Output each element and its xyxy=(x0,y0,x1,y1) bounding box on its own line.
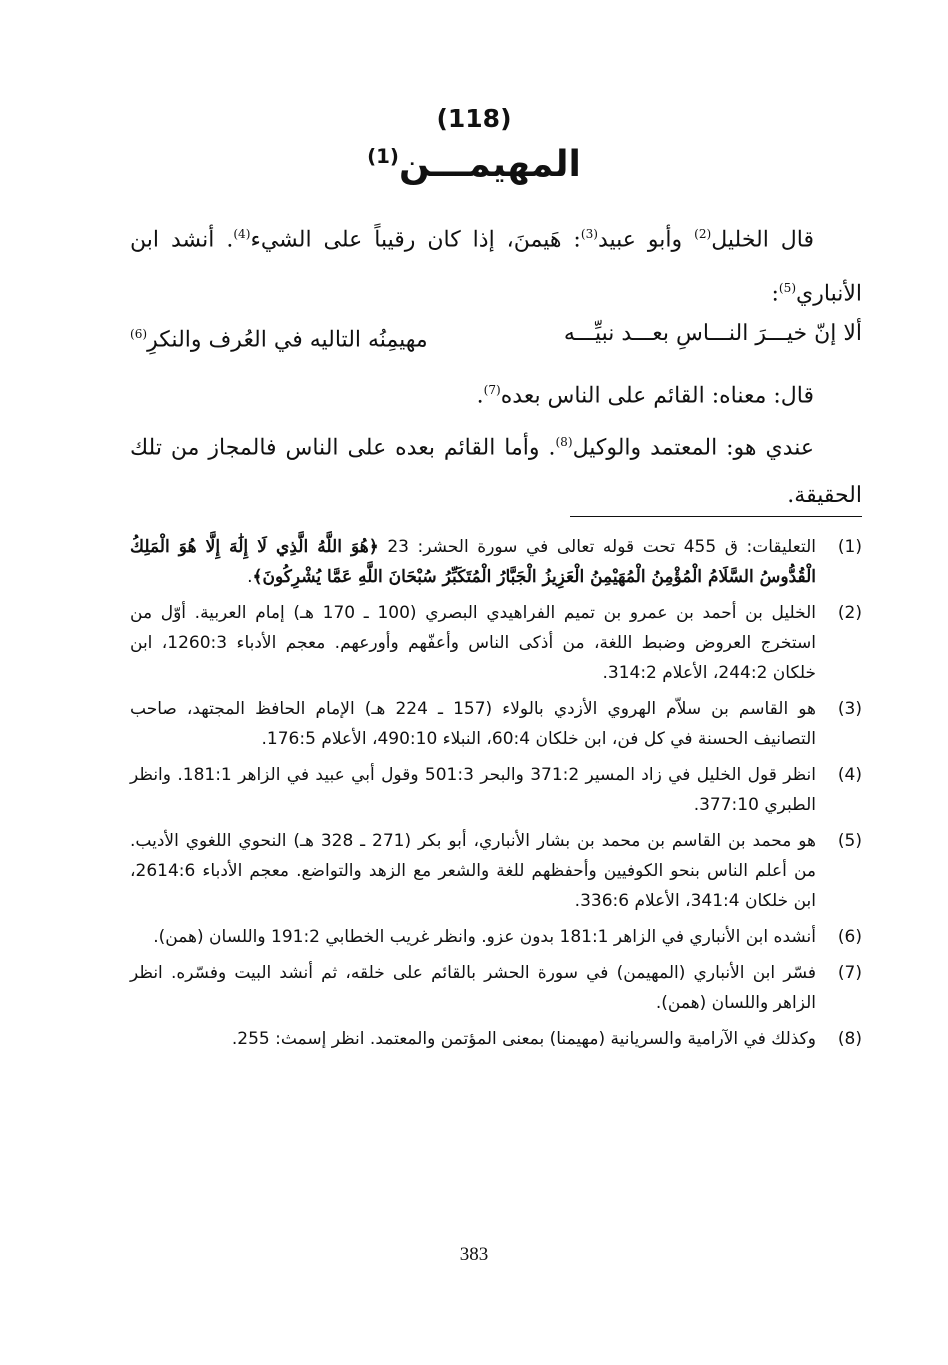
paragraph-text: . وأما القائم بعده على الناس فالمجاز من تلك الحقيقة. xyxy=(130,435,862,509)
paragraph-text: : هَيمنَ، إذا كان رقيباً على الشيء xyxy=(250,227,581,253)
footnote-text: فسّر ابن الأنباري (المهيمن) في سورة الحشر بالقائم على خلقه، ثم أنشد البيت وفسّره. انظر الزاهر واللسان (همن). xyxy=(130,963,816,1013)
verse-second-hemistich xyxy=(130,314,428,360)
footnote-item xyxy=(130,922,862,952)
footnote-item xyxy=(130,958,862,1018)
footnote-text: انظر قول الخليل في زاد المسير 371:2 والبحر 501:3 وقول أبي عبيد في الزاهر 181:1. وانظر الطبري 377:10. xyxy=(130,765,817,815)
paragraph-text: : xyxy=(771,281,779,307)
footnote-number: (7) xyxy=(837,963,862,983)
footnote-item xyxy=(130,826,862,916)
footnote-text: أنشده ابن الأنباري في الزاهر 181:1 بدون عزو. وانظر غريب الخطابي 191:2 واللسان (همن). xyxy=(153,927,816,947)
footnote-text: هو محمد بن القاسم بن محمد بن بشار الأنباري، أبو بكر (271 ـ 328 هـ) النحوي اللغوي الأديب. من أعلم الناس بنحو الكوفيين وأحفظهم للغة والشعر مع الزهد والتواضع. معجم الأدباء 2614:6، ابن خلكان 341:4، الأعلام 336:6. xyxy=(130,831,816,911)
paragraph-text: . أنشد ابن الأنباري xyxy=(130,227,862,307)
paragraph-text: قال: معناه: القائم على الناس بعده xyxy=(500,383,814,409)
footnote-item xyxy=(130,760,862,820)
verse-first-hemistich: ألا إنّ خيـــرَ النـــاسِ بعـــد نبيِّـــه xyxy=(563,321,862,346)
footnote-marker: (8) xyxy=(555,435,573,449)
footnote-number: (5) xyxy=(837,831,862,851)
paragraph-meaning xyxy=(130,366,862,420)
footnote-item xyxy=(130,1024,862,1054)
footnote-text: التعليقات: ق 455 تحت قوله تعالى في سورة الحشر: 23 xyxy=(387,537,817,557)
paragraph-text: وأبو عبيد xyxy=(597,227,695,253)
title-footnote-marker: (1) xyxy=(367,145,399,168)
footnote-number: (6) xyxy=(837,927,862,947)
poetry-verse xyxy=(130,314,862,360)
paragraph-definition xyxy=(130,210,862,319)
footnote-text: الخليل بن أحمد بن عمرو بن تميم الفراهيدي البصري (100 ـ 170 هـ) إمام العربية. أوّل من استخرج العروض وضبط اللغة، من أذكى الناس وأعفّهم وأورعهم. معجم الأدباء 1260:3، ابن خلكان 244:2، الأعلام 314:2. xyxy=(130,603,817,683)
footnote-number: (8) xyxy=(837,1029,862,1049)
paragraph-text: . xyxy=(476,383,484,409)
footnote-number: (1) xyxy=(837,537,862,557)
footnote-item xyxy=(130,598,862,688)
footnote-marker: (3) xyxy=(580,227,598,241)
page-title xyxy=(0,144,948,185)
footnote-text: . xyxy=(247,567,253,587)
footnote-item xyxy=(130,532,862,592)
title-text: المهيمـــن xyxy=(398,144,581,185)
paragraph-author-view xyxy=(130,418,862,520)
page-number: 383 xyxy=(459,1244,489,1265)
footnote-item xyxy=(130,694,862,754)
footnote-number: (4) xyxy=(837,765,862,785)
footnote-marker: (4) xyxy=(233,227,251,241)
footnote-marker: (7) xyxy=(483,383,501,397)
footnote-number: (3) xyxy=(837,699,862,719)
footnote-text: هو القاسم بن سلاّم الهروي الأزدي بالولاء (157 ـ 224 هـ) الإمام الحافظ المجتهد، صاحب التصانيف الحسنة في كل فن، ابن خلكان 60:4، النبلاء 490:10، الأعلام 176:5. xyxy=(130,699,817,749)
footnote-number: (2) xyxy=(837,603,862,623)
paragraph-text: عندي هو: المعتمد والوكيل xyxy=(572,435,814,461)
quran-verse: ﴿هُوَ اللَّهُ الَّذِي لَا إِلَٰهَ إِلَّا هُوَ الْمَلِكُ الْقُدُّوسُ السَّلَامُ الْمُؤْمِنُ الْمُهَيْمِنُ الْعَزِيزُ الْجَبَّارُ الْمُتَكَبِّرُ سُبْحَانَ اللَّهِ عَمَّا يُشْرِكُونَ﴾ xyxy=(130,537,816,587)
footnote-marker: (5) xyxy=(778,281,797,296)
verse-text: مهيمِنُه التاليه في العُرف والنكرِ xyxy=(147,327,428,353)
paragraph-text: قال الخليل xyxy=(711,227,815,253)
footnote-text: وكذلك في الآرامية والسريانية (مهيمنا) بمعنى المؤتمن والمعتمد. انظر إسمث: 255. xyxy=(231,1029,816,1049)
footnote-marker: (6) xyxy=(130,327,148,341)
footnote-marker: (2) xyxy=(694,227,712,241)
entry-number: (118) xyxy=(436,104,512,133)
footnote-separator xyxy=(570,516,862,517)
footnotes-list xyxy=(130,532,862,1060)
